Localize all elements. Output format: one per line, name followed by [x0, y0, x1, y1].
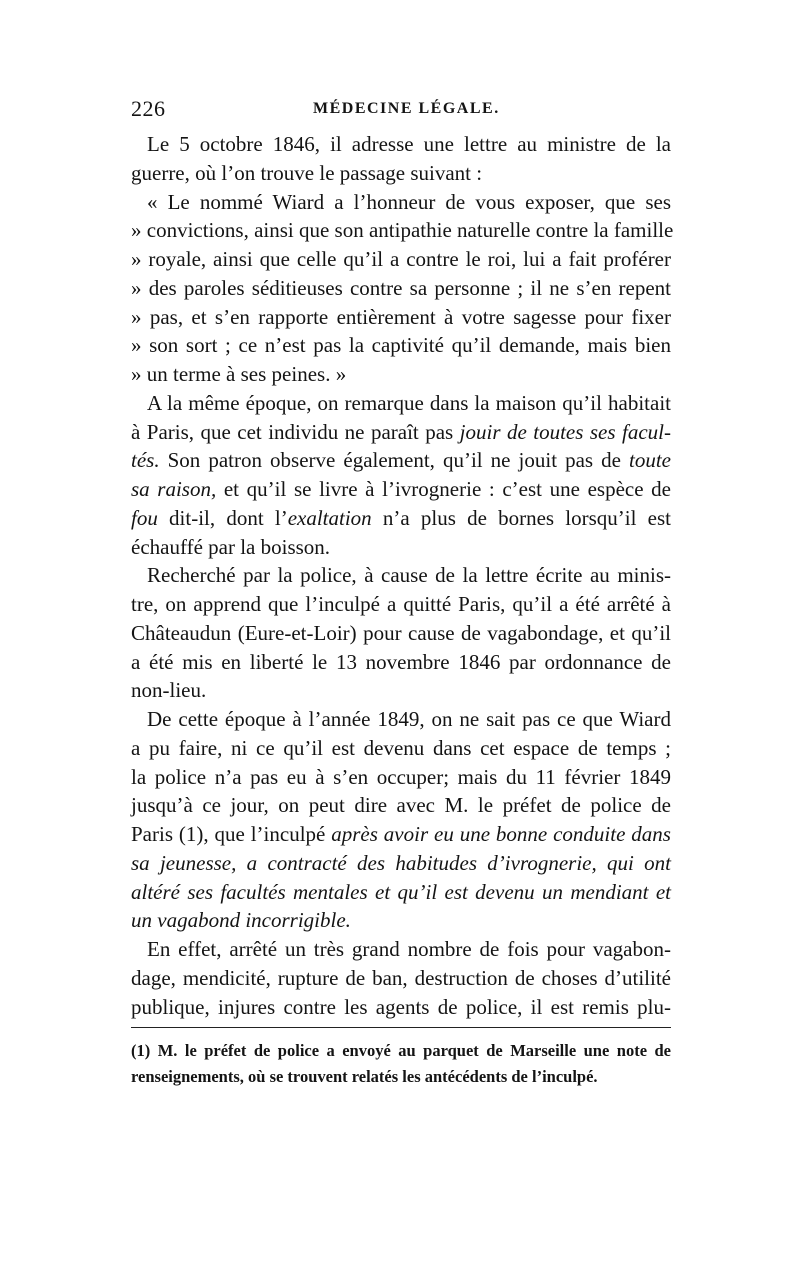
text-line — [131, 820, 671, 849]
page-number: 226 — [131, 96, 166, 121]
text-segment: publique, injures contre les agents de police, il est remis plu- — [131, 994, 671, 1019]
text-segment: » son sort ; ce n’est pas la captivité qu’il demande, mais bien — [131, 333, 671, 358]
text-line — [131, 418, 671, 447]
text-line — [131, 446, 671, 475]
text-line — [131, 763, 671, 792]
text-line — [131, 791, 671, 820]
page-header — [131, 96, 671, 126]
italic-text: après avoir eu une bonne conduite dans — [331, 822, 671, 846]
text-line — [131, 590, 671, 619]
text-line — [131, 906, 671, 935]
italic-text: fou — [131, 505, 158, 530]
italic-text: sa raison, — [131, 477, 217, 501]
text-line — [131, 561, 671, 590]
italic-text: jouir de toutes ses facul- — [459, 419, 671, 444]
text-line — [131, 648, 671, 677]
text-segment: a été mis en liberté le 13 novembre 1846 par ordonnance de — [131, 649, 671, 674]
italic-text: exaltation — [287, 505, 372, 530]
text-segment: » convictions, ainsi que son antipathie naturelle contre la famille — [131, 218, 674, 243]
text-segment: guerre, où l’on trouve le passage suivant : — [131, 160, 483, 185]
text-segment: non-lieu. — [131, 678, 207, 703]
text-line — [131, 159, 671, 188]
text-segment: » royale, ainsi que celle qu’il a contre le roi, lui a fait proférer — [131, 247, 671, 271]
text-segment: Le 5 octobre 1846, il adresse une lettre au ministre de la — [147, 132, 671, 156]
text-line — [131, 533, 671, 562]
running-head: MÉDECINE LÉGALE. — [313, 100, 500, 117]
text-line — [131, 935, 671, 964]
text-segment: » des paroles séditieuses contre sa personne ; il ne s’en repent — [131, 275, 671, 300]
text-line — [131, 303, 671, 332]
text-segment: a pu faire, ni ce qu’il est devenu dans cet espace de temps ; — [131, 735, 671, 760]
text-line — [131, 849, 671, 878]
footnote-line: (1) M. le préfet de police a envoyé au parquet de Marseille une note de — [131, 1041, 671, 1060]
text-line — [131, 878, 671, 907]
text-line — [131, 389, 671, 418]
text-segment: Châteaudun (Eure-et-Loir) pour cause de vagabondage, et qu’il — [131, 620, 671, 645]
footnote — [131, 1038, 671, 1090]
text-segment: « Le nommé Wiard a l’honneur de vous exposer, que ses — [147, 189, 671, 214]
italic-text: sa jeunesse, a contracté des habitudes d’ivrognerie, qui ont — [131, 850, 671, 875]
text-segment: dit-il, dont l’ — [157, 505, 288, 530]
text-segment: A la même époque, on remarque dans la maison qu’il habitait — [147, 390, 671, 415]
text-line — [131, 274, 671, 303]
text-line — [131, 504, 671, 533]
italic-text: altéré ses facultés mentales et qu’il est devenu un mendiant et — [131, 879, 671, 904]
body-text — [131, 130, 674, 1021]
text-segment: » un terme à ses peines. » — [131, 362, 347, 386]
text-segment: échauffé par la boisson. — [131, 534, 331, 559]
text-line — [131, 360, 671, 389]
footnote-rule — [131, 1027, 671, 1028]
text-line — [131, 993, 671, 1022]
text-segment: à Paris, que cet individu ne paraît pas — [131, 419, 460, 444]
footnote-line: renseignements, où se trouvent relatés les antécédents de l’inculpé. — [131, 1067, 598, 1086]
text-line — [131, 216, 674, 245]
text-line — [131, 676, 671, 705]
text-segment: tre, on apprend que l’inculpé a quitté Paris, qu’il a été arrêté à — [131, 592, 671, 616]
text-line — [131, 619, 671, 648]
text-segment: » pas, et s’en rapporte entièrement à votre sagesse pour fixer — [131, 304, 671, 329]
text-line — [131, 188, 671, 217]
text-segment: n’a plus de bornes lorsqu’il est — [371, 505, 671, 530]
text-segment: En effet, arrêté un très grand nombre de fois pour vagabon- — [147, 937, 671, 961]
text-line — [131, 331, 671, 360]
text-line — [131, 245, 671, 274]
text-line — [131, 130, 671, 159]
text-line — [131, 734, 671, 763]
italic-text: un vagabond incorrigible. — [131, 908, 351, 933]
italic-text: toute — [629, 448, 671, 473]
text-line — [131, 475, 671, 504]
text-segment: jusqu’à ce jour, on peut dire avec M. le préfet de police de — [131, 793, 671, 818]
text-segment: Recherché par la police, à cause de la lettre écrite au minis- — [147, 563, 671, 588]
text-segment: dage, mendicité, rupture de ban, destruction de choses d’utilité — [131, 965, 671, 990]
text-segment: et qu’il se livre à l’ivrognerie : c’est une espèce de — [216, 477, 671, 501]
text-segment: Paris (1), que l’inculpé — [131, 822, 332, 846]
text-segment: Son patron observe également, qu’il ne jouit pas de — [159, 448, 629, 473]
italic-text: tés. — [131, 448, 160, 473]
text-line — [131, 705, 671, 734]
text-line — [131, 964, 671, 993]
text-segment: De cette époque à l’année 1849, on ne sait pas ce que Wiard — [147, 707, 671, 731]
text-segment: la police n’a pas eu à s’en occuper; mais du 11 février 1849 — [131, 764, 671, 789]
